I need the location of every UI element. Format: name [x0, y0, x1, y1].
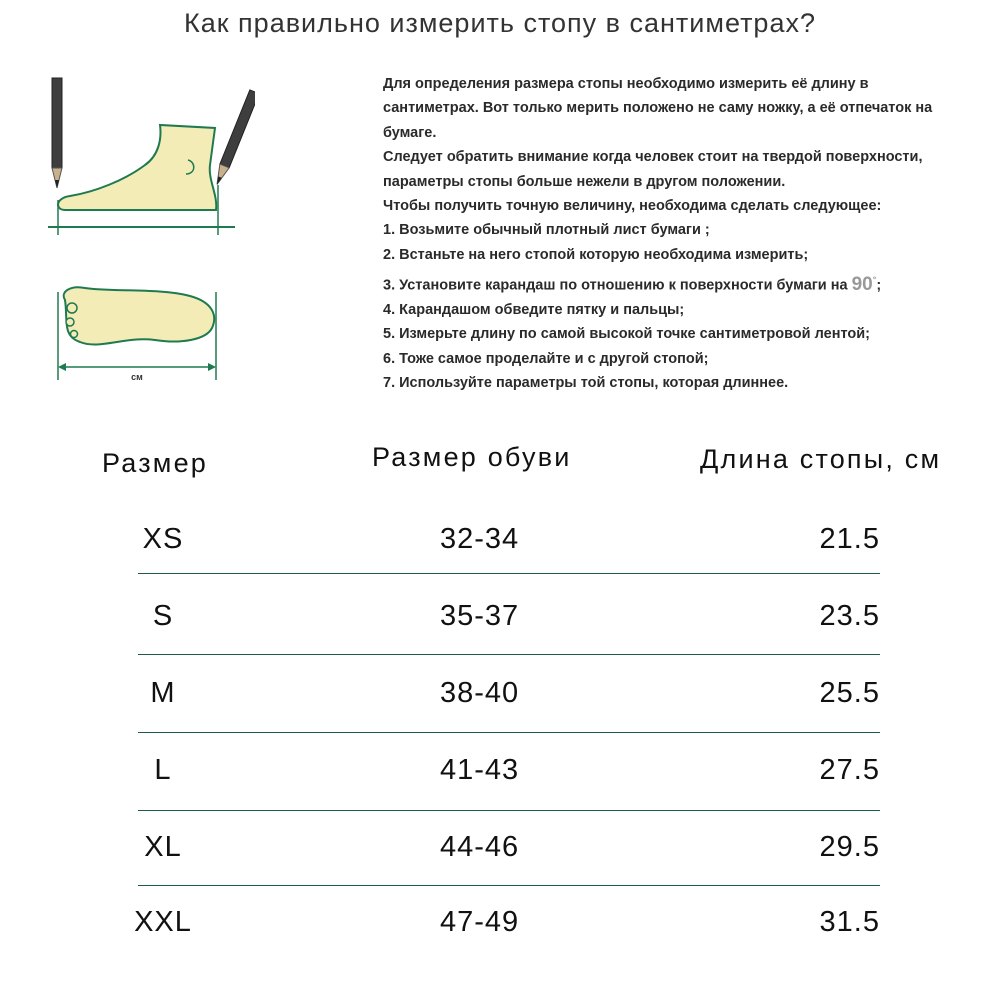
- foot-illustration-svg: [40, 70, 255, 390]
- table-cell-size: XL: [144, 831, 182, 863]
- instruction-step: 3. Установите карандаш по отношению к поверхности бумаги на 90°;: [383, 273, 882, 295]
- instruction-step: 7. Используйте параметры той стопы, которая длиннее.: [383, 375, 789, 392]
- instruction-line: Следует обратить внимание когда человек стоит на твердой поверхности,: [383, 149, 923, 166]
- table-cell-size: XS: [142, 523, 184, 555]
- angle-value: 90°: [851, 273, 877, 295]
- header-foot-length: Длина стопы, см: [700, 444, 942, 474]
- table-cell-length: 23.5: [819, 600, 880, 632]
- instruction-line: бумаге.: [383, 124, 437, 141]
- table-cell-length: 25.5: [819, 677, 880, 709]
- row-divider: [138, 654, 880, 655]
- table-cell-length: 27.5: [819, 754, 880, 786]
- instruction-step: 6. Тоже самое проделайте и с другой стопой;: [383, 350, 709, 367]
- instruction-step: 1. Возьмите обычный плотный лист бумаги ;: [383, 222, 710, 239]
- instruction-step: 5. Измерьте длину по самой высокой точке сантиметровой лентой;: [383, 326, 870, 343]
- foot-side-shape: [58, 125, 216, 210]
- ruler-arrow-right: [208, 363, 216, 371]
- pencil-right-icon: [212, 90, 255, 186]
- row-divider: [138, 810, 880, 811]
- header-shoe-size: Размер обуви: [372, 442, 572, 472]
- instruction-line: Чтобы получить точную величину, необходима сделать следующее:: [383, 198, 882, 215]
- instructions-text: [383, 72, 983, 396]
- table-cell-length: 31.5: [819, 906, 880, 938]
- table-cell-shoe: 32-34: [440, 523, 520, 555]
- foot-measurement-illustration: [40, 70, 255, 395]
- row-divider: [138, 573, 880, 574]
- instruction-line: Для определения размера стопы необходимо измерить её длину в: [383, 76, 869, 92]
- table-cell-shoe: 44-46: [440, 831, 520, 863]
- table-cell-length: 21.5: [819, 523, 880, 555]
- footprint-shape: [64, 287, 214, 344]
- header-size: Размер: [102, 448, 208, 478]
- instruction-step: 2. Встаньте на него стопой которую необходима измерить;: [383, 246, 809, 263]
- top-view-footprint: [58, 287, 216, 382]
- table-cell-size: S: [152, 600, 174, 632]
- side-view-foot: [48, 125, 235, 235]
- table-cell-shoe: 47-49: [440, 906, 520, 938]
- table-cell-shoe: 41-43: [440, 754, 520, 786]
- instruction-step-text: 3. Установите карандаш по отношению к поверхности бумаги на: [383, 277, 848, 294]
- table-cell-shoe: 35-37: [440, 600, 520, 632]
- row-divider: [138, 732, 880, 733]
- pencil-left-icon: [52, 78, 62, 188]
- ruler-label: см: [131, 372, 143, 382]
- table-cell-length: 29.5: [819, 831, 880, 863]
- row-divider: [138, 885, 880, 886]
- table-cell-shoe: 38-40: [440, 677, 520, 709]
- instruction-line: сантиметрах. Вот только мерить положено не саму ножку, а её отпечаток на: [383, 100, 933, 117]
- ruler-arrow-left: [58, 363, 66, 371]
- page-title: Как правильно измерить стопу в сантиметрах?: [184, 8, 816, 38]
- instruction-step: 4. Карандашом обведите пятку и пальцы;: [383, 301, 685, 318]
- table-cell-size: XXL: [134, 906, 192, 938]
- table-cell-size: L: [154, 754, 172, 786]
- instruction-line: параметры стопы больше нежели в другом положении.: [383, 173, 786, 190]
- table-cell-size: M: [150, 677, 176, 709]
